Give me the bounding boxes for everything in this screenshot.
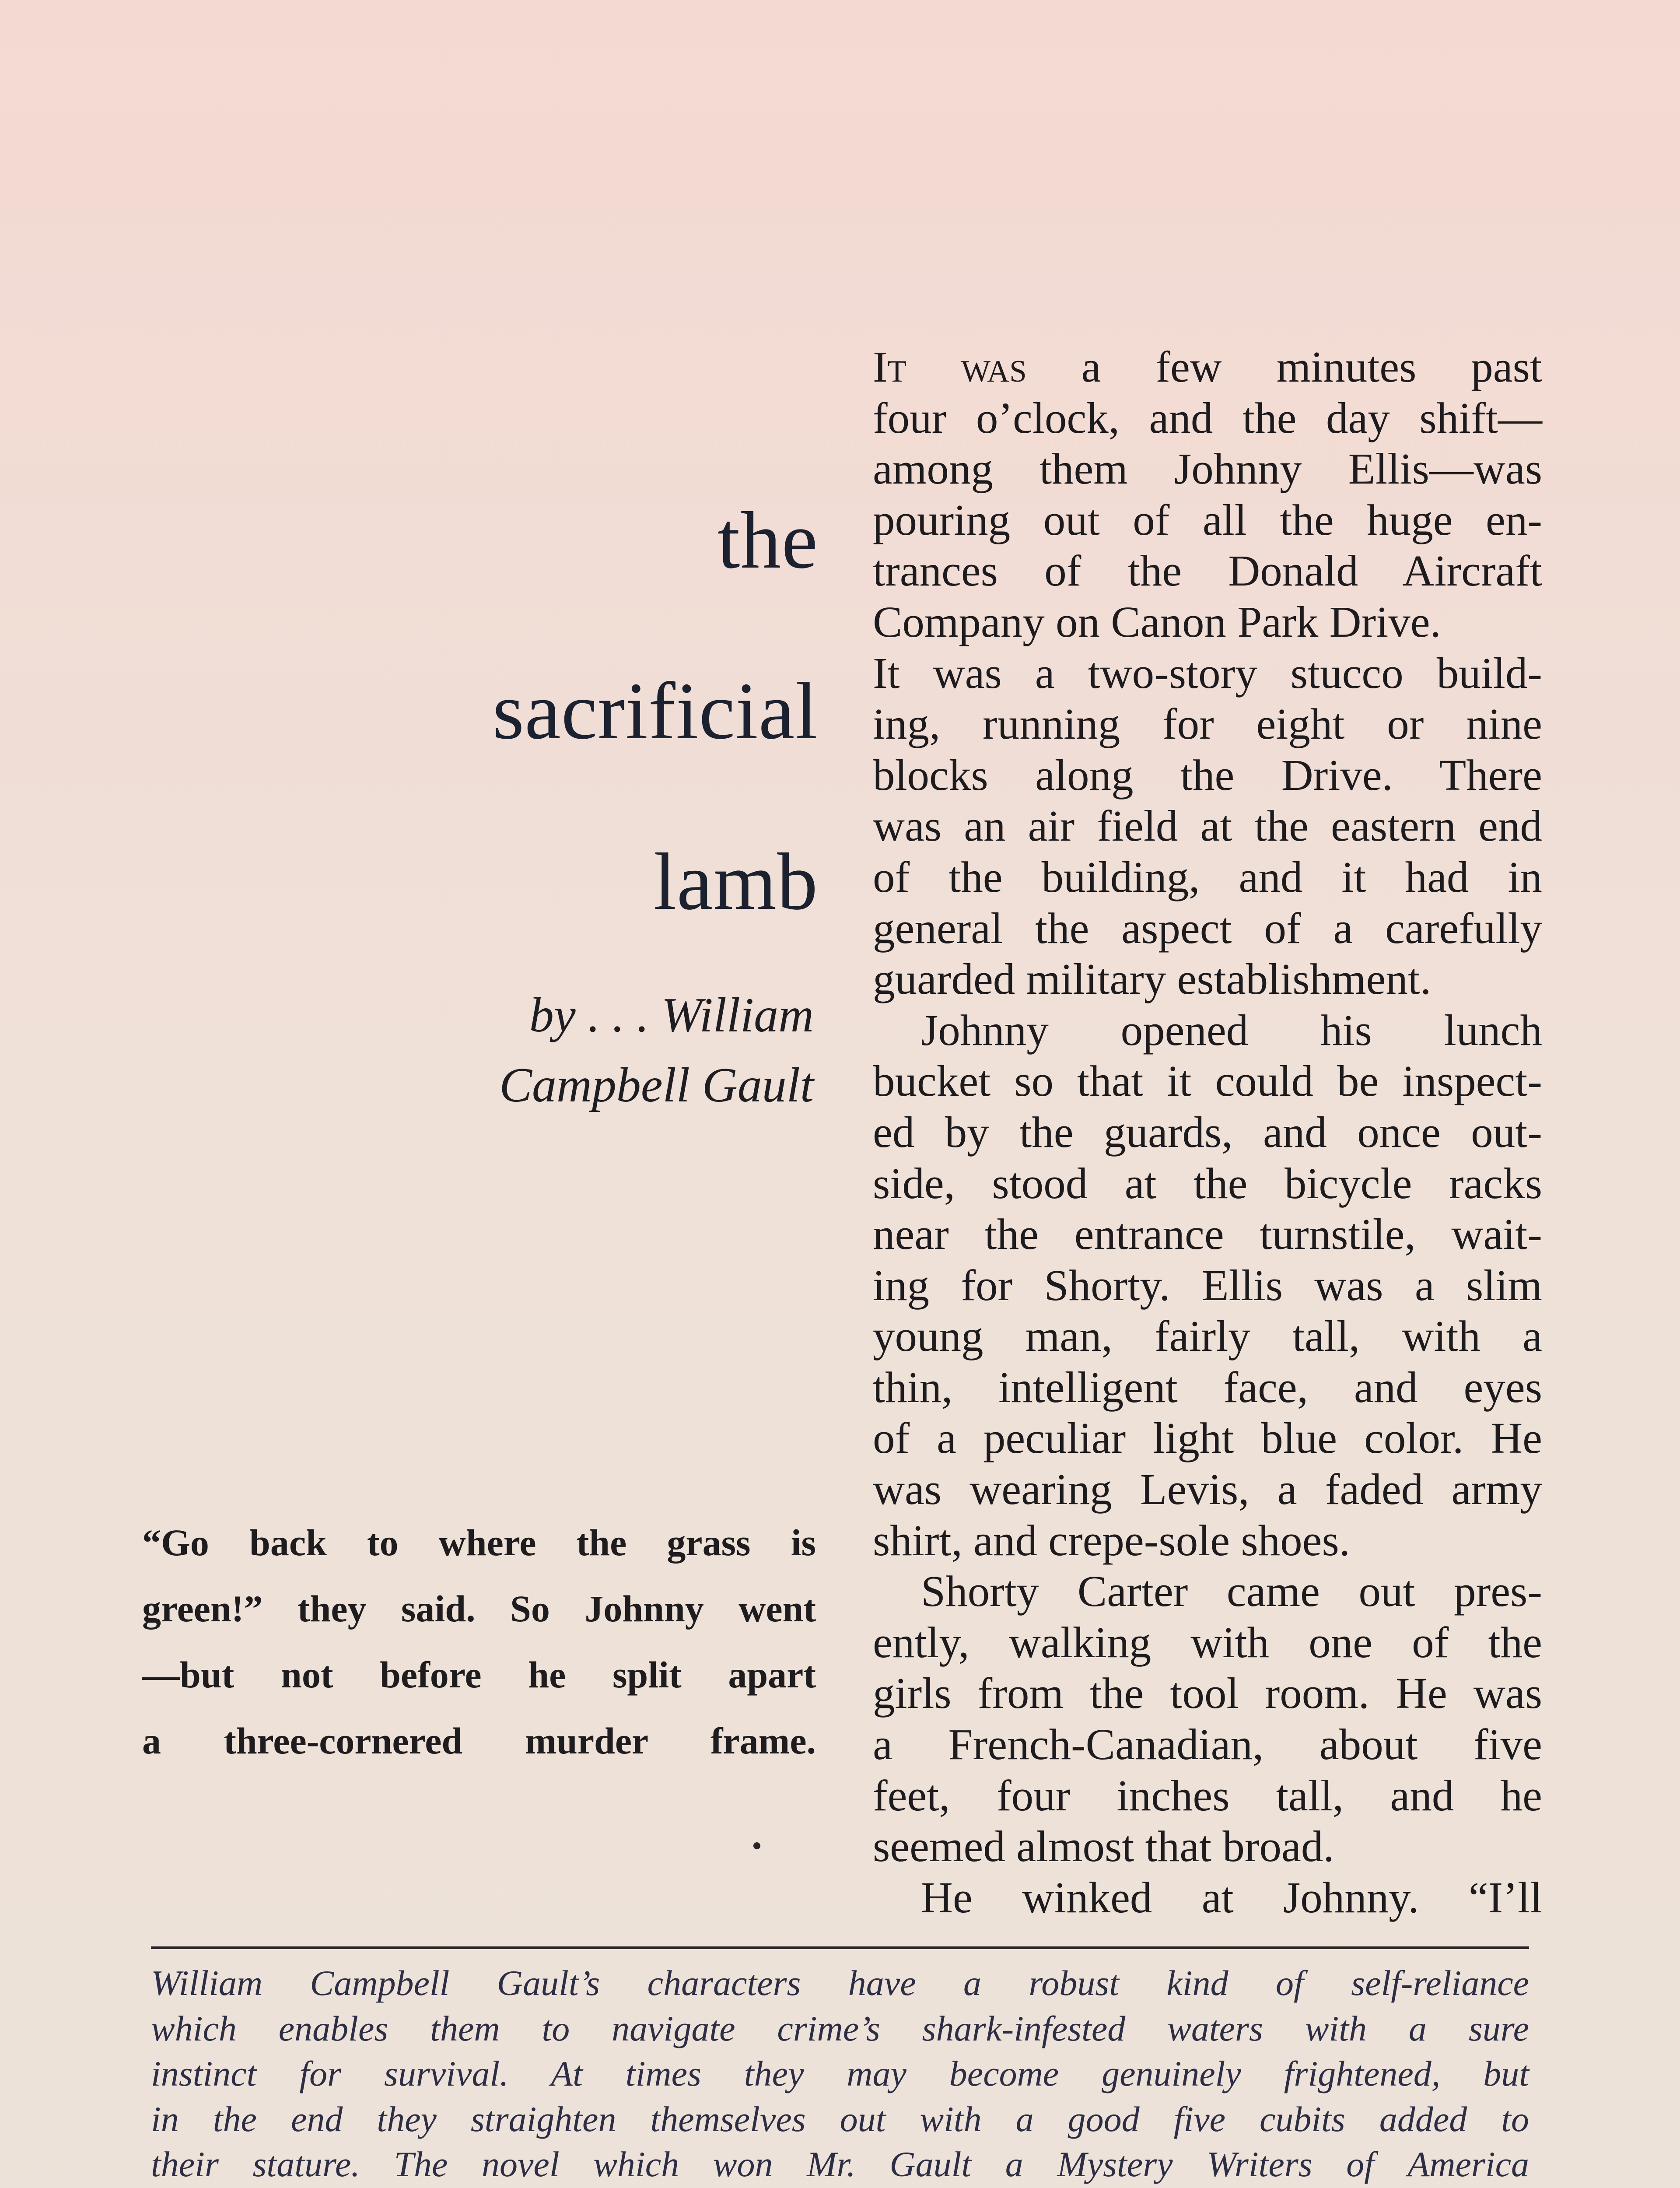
note-line: in the end they straighten themselves out with a good five cubits added to	[151, 2099, 1529, 2139]
author-note	[151, 1960, 1529, 2188]
story-line: girls from the tool room. He was	[873, 1669, 1542, 1718]
story-line: a French-Canadian, about five	[873, 1720, 1542, 1769]
title-line-2: sacrificial	[492, 666, 818, 756]
story-line: four o’clock, and the day shift—	[873, 393, 1542, 442]
story-line: bucket so that it could be inspect-	[873, 1056, 1542, 1106]
top-divider-rule	[151, 1946, 1529, 1949]
story-line: of the building, and it had in	[873, 852, 1542, 901]
story-line: trances of the Donald Aircraft	[873, 546, 1542, 596]
story-line: general the aspect of a carefully	[873, 903, 1542, 953]
story-line: It was a two-story stucco build-	[873, 648, 1542, 698]
blurb-line-3: —but not before he split apart	[142, 1654, 816, 1696]
story-line: Company on Canon Park Drive.	[873, 597, 1441, 646]
story-text	[873, 341, 1542, 1923]
blurb-line-2: green!” they said. So Johnny went	[142, 1588, 816, 1630]
story-line: It was a few minutes past	[873, 342, 1542, 391]
byline	[289, 980, 814, 1120]
story-blurb	[142, 1510, 816, 1774]
opening-small-caps: It was	[873, 342, 1027, 391]
note-line: which enables them to navigate crime’s shark-infested waters with a sure	[151, 2008, 1529, 2048]
blurb-line-4: a three-cornered murder frame.	[142, 1720, 816, 1762]
story-line: young man, fairly tall, with a	[873, 1311, 1542, 1361]
story-line: thin, intelligent face, and eyes	[873, 1362, 1542, 1412]
story-line: near the entrance turnstile, wait-	[873, 1210, 1542, 1259]
story-line: feet, four inches tall, and he	[873, 1771, 1542, 1820]
story-line: seemed almost that broad.	[873, 1822, 1334, 1871]
blurb-line-1: “Go back to where the grass is	[142, 1522, 816, 1564]
story-line: ed by the guards, and once out-	[873, 1107, 1542, 1157]
note-line: William Campbell Gault’s characters have a robust kind of self-reliance	[151, 1963, 1529, 2003]
story-line: side, stood at the bicycle racks	[873, 1158, 1542, 1208]
story-line: was an air field at the eastern end	[873, 801, 1542, 851]
title-line-1: the	[717, 495, 818, 586]
story-title	[337, 455, 818, 967]
story-line: Shorty Carter came out pres-	[921, 1567, 1542, 1616]
story-line: of a peculiar light blue color. He	[873, 1413, 1542, 1463]
decorative-dot	[753, 1842, 760, 1849]
story-line: Johnny opened his lunch	[921, 1005, 1542, 1055]
story-line: was wearing Levis, a faded army	[873, 1465, 1542, 1514]
note-line: instinct for survival. At times they may become genuinely frightened, but	[151, 2054, 1529, 2093]
byline-line-1: by . . . William	[529, 988, 814, 1042]
story-line: pouring out of all the huge en-	[873, 495, 1542, 544]
story-line: among them Johnny Ellis—was	[873, 444, 1542, 494]
title-line-3: lamb	[654, 837, 818, 927]
story-line: ing, running for eight or nine	[873, 699, 1542, 749]
story-line: guarded military establishment.	[873, 954, 1432, 1004]
byline-line-2: Campbell Gault	[499, 1058, 814, 1112]
story-line: ing for Shorty. Ellis was a slim	[873, 1260, 1542, 1310]
story-line: ently, walking with one of the	[873, 1617, 1542, 1667]
note-line: their stature. The novel which won Mr. Gault a Mystery Writers of America	[151, 2144, 1529, 2184]
story-line: blocks along the Drive. There	[873, 750, 1542, 799]
story-line: He winked at Johnny. “I’ll	[921, 1872, 1542, 1922]
story-line: shirt, and crepe-sole shoes.	[873, 1515, 1351, 1565]
